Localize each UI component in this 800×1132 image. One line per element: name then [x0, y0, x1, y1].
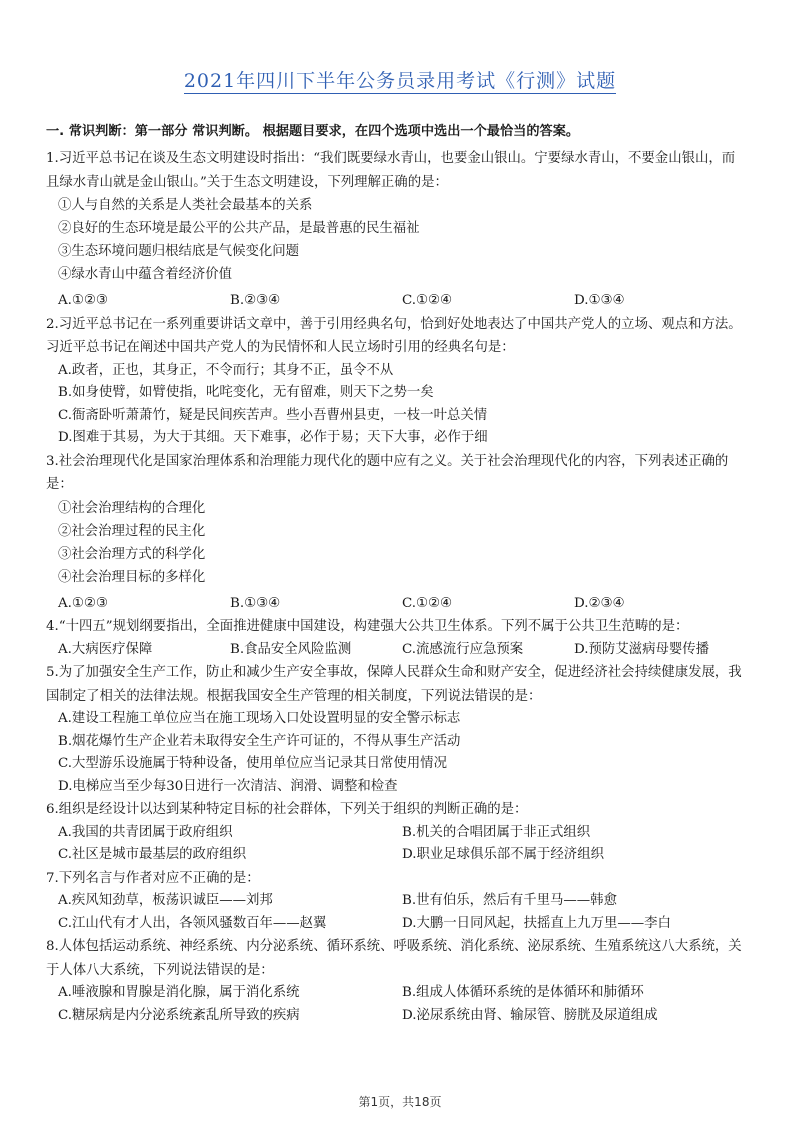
section-header: 一. 常识判断：第一部分 常识判断。 根据题目要求，在四个选项中选出一个最恰当的答案。 — [46, 124, 580, 139]
question-stem: 6.组织是经设计以达到某种特定目标的社会群体，下列关于组织的判断正确的是： — [46, 802, 528, 817]
option-b: B.①③④ — [230, 595, 281, 611]
option-b: B.烟花爆竹生产企业若未取得安全生产许可证的，不得从事生产活动 — [58, 733, 461, 749]
statement: ②社会治理过程的民主化 — [58, 523, 206, 539]
question-stem: 2.习近平总书记在一系列重要讲话文章中，善于引用经典名句，恰到好处地表达了中国共产党人的立场、观点和方法。习近平总书记在阐述中国共产党人的为民情怀和人民立场时引用的经典名句是： — [46, 316, 742, 355]
statement: ③生态环境问题归根结底是气候变化问题 — [58, 244, 300, 259]
question-stem: 3.社会治理现代化是国家治理体系和治理能力现代化的题中应有之义。关于社会治理现代化的内容，下列表述正确的是： — [46, 453, 729, 492]
option-b: B.机关的合唱团属于非正式组织 — [402, 824, 591, 840]
option-list — [46, 822, 746, 867]
option-a: A.政者，正也，其身正，不令而行；其身不正，虽令不从 — [58, 362, 394, 378]
statement: ①人与自然的关系是人类社会最基本的关系 — [58, 198, 313, 213]
question-stem: 4.“十四五”规划纲要指出，全面推进健康中国建设，构建强大公共卫生体系。下列不属于公共卫生范畴的是： — [46, 619, 689, 634]
statement: ④社会治理目标的多样化 — [58, 569, 206, 585]
option-d: D.①③④ — [574, 293, 625, 308]
option-d: D.泌尿系统由肾、输尿管、膀胱及尿道组成 — [402, 1007, 658, 1023]
option-a: A.大病医疗保障 — [58, 641, 153, 657]
option-list — [46, 290, 746, 313]
question-1 — [46, 147, 746, 313]
question-stem: 1.习近平总书记在谈及生态文明建设时指出：“我们既要绿水青山，也要金山银山。宁要绿水青山，不要金山银山，而且绿水青山就是金山银山。”关于生态文明建设，下列理解正确的是： — [46, 151, 736, 190]
option-a: A.疾风知劲草，板荡识诚臣——刘邦 — [58, 893, 273, 908]
question-stem: 7.下列名言与作者对应不正确的是： — [46, 870, 260, 886]
page-title — [0, 66, 800, 93]
option-b: B.食品安全风险监测 — [230, 641, 352, 657]
question-5 — [46, 661, 746, 798]
option-list — [46, 593, 746, 616]
option-a: A.建设工程施工单位应当在施工现场入口处设置明显的安全警示标志 — [58, 711, 461, 726]
option-b: B.如身使臂，如臂使指，叱咤变化，无有留难，则天下之势一矣 — [58, 385, 434, 400]
statement-list — [46, 497, 746, 589]
statement: ③社会治理方式的科学化 — [58, 546, 206, 562]
option-c: C.大型游乐设施属于特种设备，使用单位应当记录其日常使用情况 — [58, 756, 447, 771]
option-a: A.唾液腺和胃腺是消化腺，属于消化系统 — [58, 985, 300, 1000]
option-d: D.大鹏一日同风起，扶摇直上九万里——李白 — [402, 915, 671, 931]
option-d: D.②③④ — [574, 595, 625, 611]
option-c: C.江山代有才人出，各领风骚数百年——赵翼 — [58, 915, 327, 931]
question-8 — [46, 935, 746, 1027]
option-d: D.电梯应当至少每30日进行一次清洁、润滑、调整和检查 — [58, 778, 398, 794]
option-list — [46, 639, 746, 662]
question-6 — [46, 798, 746, 867]
statement: ①社会治理结构的合理化 — [58, 500, 206, 516]
option-c: C.衙斋卧听萧萧竹，疑是民间疾苦声。些小吾曹州县吏，一枝一叶总关情 — [58, 407, 488, 423]
option-b: B.②③④ — [230, 293, 281, 308]
statement: ②良好的生态环境是最公平的公共产品，是最普惠的民生福祉 — [58, 221, 420, 236]
title-text: 2021年四川下半年公务员录用考试《行测》试题 — [183, 70, 617, 92]
option-list — [46, 982, 746, 1027]
option-c: C.糖尿病是内分泌系统紊乱所导致的疾病 — [58, 1007, 300, 1023]
question-2 — [46, 313, 746, 450]
option-a: A.我国的共青团属于政府组织 — [58, 824, 233, 840]
option-c: C.流感流行应急预案 — [402, 641, 524, 657]
option-c: C.①②④ — [402, 595, 453, 611]
option-list — [46, 708, 746, 798]
option-b: B.世有伯乐，然后有千里马——韩愈 — [402, 893, 617, 908]
option-a: A.①②③ — [58, 293, 108, 308]
option-list — [46, 360, 746, 450]
statement-list — [46, 194, 746, 286]
question-7 — [46, 867, 746, 936]
option-a: A.①②③ — [58, 595, 108, 611]
option-c: C.社区是城市最基层的政府组织 — [58, 847, 247, 862]
option-d: D.图难于其易，为大于其细。天下难事，必作于易；天下大事，必作于细 — [58, 430, 488, 445]
option-c: C.①②④ — [402, 293, 453, 308]
option-d: D.职业足球俱乐部不属于经济组织 — [402, 847, 604, 862]
question-4 — [46, 615, 746, 661]
statement: ④绿水青山中蕴含着经济价值 — [58, 267, 233, 282]
question-stem: 5.为了加强安全生产工作，防止和减少生产安全事故，保障人民群众生命和财产安全，促进经济社会持续健康发展，我国制定了相关的法律法规。根据我国安全生产管理的相关制度，下列说法错误的是： — [46, 665, 742, 704]
document-body — [46, 122, 746, 1027]
question-3 — [46, 450, 746, 616]
page-footer: 第1页，共18页 — [358, 1095, 442, 1109]
question-stem: 8.人体包括运动系统、神经系统、内分泌系统、循环系统、呼吸系统、消化系统、泌尿系统、生殖系统这八大系统，关于人体八大系统，下列说法错误的是： — [46, 939, 742, 978]
option-b: B.组成人体循环系统的是体循环和肺循环 — [402, 985, 644, 1000]
option-list — [46, 890, 746, 935]
option-d: D.预防艾滋病母婴传播 — [574, 641, 710, 657]
